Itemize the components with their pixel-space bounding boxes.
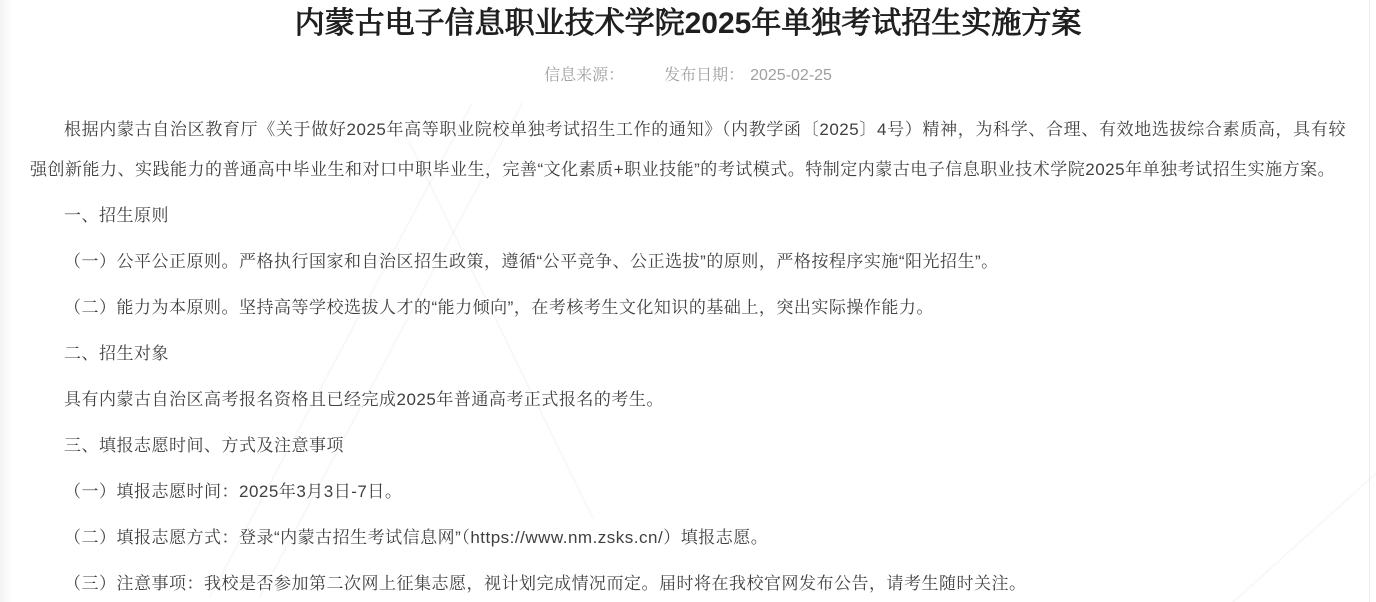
intro-paragraph: 根据内蒙古自治区教育厅《关于做好2025年高等职业院校单独考试招生工作的通知》（内教学函〔2025〕4号）精神，为科学、合理、有效地选拔综合素质高，具有较强创新能力、实践能力的普通高中毕业生和对口中职毕业生，完善“文化素质+职业技能”的考试模式。特制定内蒙古电子信息职业技术学院2025年单独考试招生实施方案。 [30, 120, 1346, 179]
paragraph: 具有内蒙古自治区高考报名资格且已经完成2025年普通高考正式报名的考生。 [64, 390, 664, 409]
section-heading-2: 二、招生对象 [64, 344, 169, 363]
publish-date-value: 2025-02-25 [750, 67, 832, 84]
paragraph-with-url: （二）填报志愿方式：登录“内蒙古招生考试信息网”（https://www.nm.zsks.cn/）填报志愿。 [64, 528, 769, 547]
section-heading-3: 三、填报志愿时间、方式及注意事项 [64, 436, 344, 455]
info-source-label: 信息来源： [544, 67, 625, 84]
paragraph: （三）注意事项：我校是否参加第二次网上征集志愿，视计划完成情况而定。届时将在我校官网发布公告，请考生随时关注。 [64, 574, 1027, 593]
section-heading-1: 一、招生原则 [64, 206, 169, 225]
article-body [30, 110, 1346, 602]
paragraph: （一）公平公正原则。严格执行国家和自治区招生政策，遵循“公平竞争、公正选拔”的原则，严格按程序实施“阳光招生”。 [64, 252, 999, 271]
article-meta [30, 66, 1346, 86]
paragraph: （一）填报志愿时间：2025年3月3日-7日。 [64, 482, 403, 501]
publish-date-label: 发布日期： [664, 67, 745, 84]
paragraph: （二）能力为本原则。坚持高等学校选拔人才的“能力倾向”，在考核考生文化知识的基础上，突出实际操作能力。 [64, 298, 934, 317]
page-title: 内蒙古电子信息职业技术学院2025年单独考试招生实施方案 [294, 7, 1082, 40]
